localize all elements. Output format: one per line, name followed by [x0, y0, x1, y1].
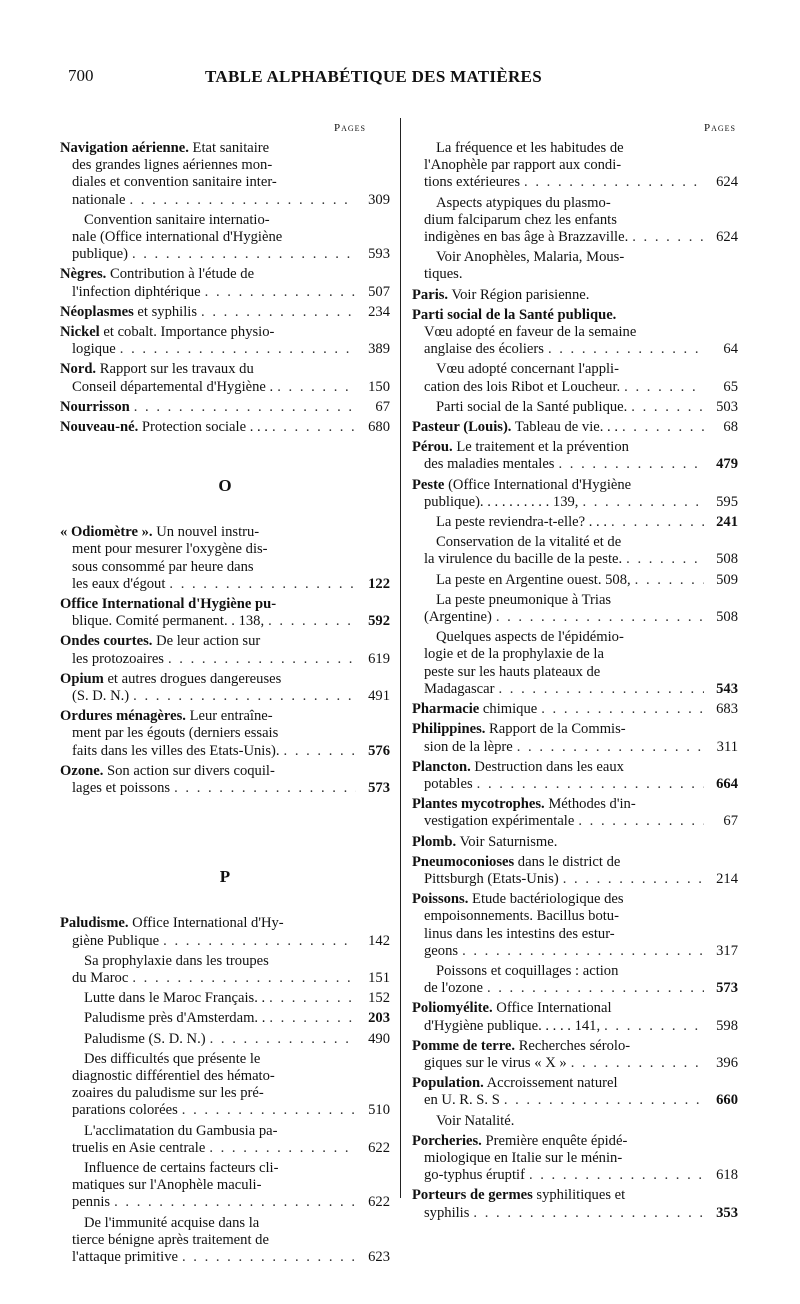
- index-entry: [412, 963, 738, 997]
- index-text: Conseil départemental d'Hygiène .: [72, 378, 274, 395]
- index-text: la virulence du bacille de la peste.: [424, 551, 623, 568]
- page-reference: 618: [716, 1167, 738, 1184]
- page-reference: 203: [368, 1010, 390, 1027]
- page-reference: 491: [368, 688, 390, 705]
- index-text: Vœu adopté en faveur de la semaine: [424, 324, 637, 341]
- page-reference: 309: [368, 191, 390, 208]
- leader-dots: [272, 419, 356, 436]
- index-text: Sa prophylaxie dans les troupes: [84, 952, 269, 969]
- index-entry: [412, 399, 738, 416]
- leader-dots: [559, 456, 705, 473]
- index-text: Aspects atypiques du plasmo-: [436, 194, 611, 211]
- index-text: d'Hygiène publique. . . . . 141,: [424, 1017, 601, 1034]
- leader-dots: [541, 701, 704, 718]
- leader-dots: [626, 551, 704, 568]
- page-reference: 151: [368, 969, 390, 986]
- index-text: (S. D. N.): [72, 688, 130, 705]
- index-entry: [412, 721, 738, 755]
- pages-heading-right: Pages: [703, 122, 736, 134]
- index-text: Quelques aspects de l'épidémio-: [436, 629, 624, 646]
- index-text: anglaise des écoliers: [424, 341, 544, 358]
- index-entry: [60, 1010, 390, 1027]
- leader-dots: [524, 174, 704, 191]
- index-text: Etude bactériologique des: [468, 891, 624, 908]
- section-letter-o: O: [218, 476, 232, 496]
- index-entry: [60, 266, 390, 300]
- index-entry: [60, 419, 390, 436]
- leader-dots: [134, 399, 356, 416]
- index-text: Protection sociale . . .: [138, 419, 268, 436]
- leader-dots: [169, 576, 356, 593]
- index-text: Recherches sérolo-: [515, 1037, 631, 1054]
- page-reference: 660: [716, 1092, 738, 1109]
- index-text: giques sur le virus « X »: [424, 1054, 567, 1071]
- index-text: des grandes lignes aériennes mon-: [72, 157, 273, 174]
- index-block-p: [60, 915, 390, 1266]
- index-text: Paludisme (S. D. N.): [84, 1030, 206, 1047]
- leader-dots: [499, 681, 705, 698]
- index-block-n: [60, 140, 390, 436]
- index-term: Pasteur (Louis).: [412, 419, 512, 436]
- index-entry: [60, 399, 390, 416]
- index-entry: [412, 1075, 738, 1109]
- index-text: Voir Région parisienne.: [448, 286, 590, 303]
- index-term: Paris.: [412, 286, 449, 303]
- index-text: Première enquête épidé-: [481, 1132, 628, 1149]
- index-text: truelis en Asie centrale: [72, 1139, 206, 1156]
- index-entry: [60, 915, 390, 949]
- index-entry: [412, 477, 738, 511]
- index-entry: [412, 629, 738, 698]
- index-entry: [60, 596, 390, 630]
- index-entry: [60, 953, 390, 987]
- index-text: De l'immunité acquise dans la: [84, 1214, 260, 1231]
- index-text: Madagascar: [424, 680, 495, 697]
- page-reference: 503: [716, 398, 738, 415]
- index-text: miologique en Italie sur le ménin-: [424, 1149, 623, 1166]
- page-reference: 396: [716, 1054, 738, 1071]
- index-text: go-typhus éruptif: [424, 1167, 525, 1184]
- index-term: Philippines.: [412, 721, 486, 738]
- leader-dots: [201, 304, 356, 321]
- page-reference: 573: [716, 980, 738, 997]
- page-reference: 623: [368, 1248, 390, 1265]
- index-term: Pneumoconioses: [412, 853, 515, 870]
- page-reference: 317: [716, 942, 738, 959]
- index-block-p-continued: [412, 140, 738, 1222]
- index-entry: [412, 572, 738, 589]
- index-text: Parti social de la Santé publique.: [436, 398, 628, 415]
- index-text: Son action sur divers coquil-: [103, 762, 275, 779]
- index-text: l'Anophèle par rapport aux condi-: [424, 157, 622, 174]
- index-text: Destruction dans les eaux: [470, 758, 624, 775]
- index-text: et syphilis: [133, 303, 198, 320]
- index-term: Nouveau-né.: [60, 419, 139, 436]
- page-reference: 214: [716, 870, 738, 887]
- index-text: pennis: [72, 1194, 111, 1211]
- index-text: vestigation expérimentale: [424, 813, 575, 830]
- leader-dots: [582, 494, 704, 511]
- index-entry: [412, 1038, 738, 1072]
- index-entry: [60, 1160, 390, 1212]
- index-text: parations colorées: [72, 1102, 178, 1119]
- leader-dots: [473, 1205, 704, 1222]
- index-entry: [412, 891, 738, 960]
- leader-dots: [163, 933, 356, 950]
- leader-dots: [182, 1102, 356, 1119]
- leader-dots: [182, 1249, 356, 1266]
- leader-dots: [477, 776, 704, 793]
- leader-dots: [487, 980, 704, 997]
- index-entry: [60, 524, 390, 593]
- index-text: La fréquence et les habitudes de: [436, 140, 624, 156]
- index-text: La peste reviendra-t-elle? . . .: [436, 514, 607, 531]
- section-letter-p: P: [219, 867, 231, 887]
- page-reference: 122: [368, 575, 390, 592]
- index-text: chimique: [479, 701, 538, 718]
- page-reference: 622: [368, 1139, 390, 1156]
- page-reference: 624: [716, 229, 738, 246]
- index-entry: [412, 361, 738, 395]
- index-text: tions extérieures: [424, 174, 521, 191]
- index-text: Convention sanitaire internatio-: [84, 211, 270, 228]
- page-reference: 234: [368, 303, 390, 320]
- index-entry: [412, 1000, 738, 1034]
- index-text: nale (Office international d'Hygiène: [72, 229, 283, 246]
- index-term: Plomb.: [412, 833, 457, 850]
- index-entry: [60, 1051, 390, 1120]
- leader-dots: [277, 379, 356, 396]
- index-text: Voir Natalité.: [436, 1112, 515, 1129]
- index-text: nationale: [72, 191, 126, 208]
- index-text: de l'ozone: [424, 980, 483, 997]
- leader-dots: [604, 1018, 704, 1035]
- index-term: Nickel: [60, 324, 100, 341]
- leader-dots: [632, 229, 704, 246]
- leader-dots: [132, 970, 356, 987]
- index-block-o: [60, 524, 390, 797]
- index-text: faits dans les villes des Etats-Unis).: [72, 742, 280, 759]
- page-reference: 508: [716, 551, 738, 568]
- index-text: Paludisme près d'Amsterdam. .: [84, 1010, 266, 1027]
- page-reference: 64: [723, 341, 738, 358]
- leader-dots: [496, 609, 704, 626]
- page-reference: 598: [716, 1017, 738, 1034]
- left-column: [60, 118, 390, 1269]
- leader-dots: [168, 651, 356, 668]
- index-entry: [60, 708, 390, 760]
- index-text: geons: [424, 942, 459, 959]
- leader-dots: [622, 419, 704, 436]
- index-text: Contribution à l'étude de: [106, 266, 255, 283]
- index-text: tierce bénigne après traitement de: [72, 1231, 269, 1248]
- index-text: et cobalt. Importance physio-: [99, 324, 275, 341]
- page-reference: 389: [368, 341, 390, 358]
- page-number: 700: [68, 66, 94, 85]
- index-term: Pharmacie: [412, 701, 480, 718]
- index-text: ment par les égouts (derniers essais: [72, 725, 279, 742]
- index-term: Paludisme.: [60, 915, 129, 932]
- index-text: Etat sanitaire: [188, 140, 270, 156]
- leader-dots: [268, 613, 356, 630]
- index-text: indigènes en bas âge à Brazzaville.: [424, 229, 629, 246]
- index-entry: [60, 671, 390, 705]
- index-text: les protozoaires: [72, 650, 164, 667]
- page-reference: 664: [716, 775, 738, 792]
- page-reference: 622: [368, 1194, 390, 1211]
- index-term: Pérou.: [412, 439, 453, 456]
- leader-dots: [504, 1092, 704, 1109]
- index-text: en U. R. S. S: [424, 1092, 500, 1109]
- index-entry: [412, 592, 738, 626]
- index-text: diales et convention sanitaire inter-: [72, 174, 277, 191]
- index-entry: [60, 212, 390, 264]
- index-text: tiques.: [424, 266, 463, 283]
- index-term: « Odiomètre ».: [60, 524, 153, 541]
- leader-dots: [517, 739, 704, 756]
- page-reference: 683: [716, 701, 738, 718]
- index-text: Vœu adopté concernant l'appli-: [436, 361, 619, 378]
- leader-dots: [462, 943, 704, 960]
- index-entry: [60, 324, 390, 358]
- index-entry: [412, 759, 738, 793]
- leader-dots: [635, 572, 704, 589]
- page-reference: 68: [723, 419, 738, 436]
- page-reference: 241: [716, 514, 738, 531]
- page-reference: 311: [716, 738, 738, 755]
- index-text: Lutte dans le Maroc Français. .: [84, 990, 266, 1007]
- index-entry: [412, 514, 738, 531]
- index-text: les eaux d'égout: [72, 575, 166, 592]
- leader-dots: [130, 192, 357, 209]
- page-title: TABLE ALPHABÉTIQUE DES MATIÈRES: [205, 67, 542, 86]
- index-term: Ozone.: [60, 762, 104, 779]
- index-text: linus dans les intestins des estur-: [424, 925, 615, 942]
- leader-dots: [269, 990, 356, 1007]
- leader-dots: [548, 341, 704, 358]
- page-reference: 150: [368, 378, 390, 395]
- index-text: Office International d'Hy-: [128, 915, 284, 932]
- index-entry: [412, 307, 738, 359]
- index-entry: [60, 633, 390, 667]
- index-text: (Office International d'Hygiène: [444, 476, 632, 493]
- page-reference: 67: [723, 813, 738, 830]
- page-reference: 490: [368, 1030, 390, 1047]
- index-text: (Argentine): [424, 609, 492, 626]
- page-reference: 592: [368, 613, 390, 630]
- index-text: Leur entraîne-: [185, 708, 273, 725]
- index-text: blique. Comité permanent. . 138,: [72, 613, 265, 630]
- index-text: logie et de la prophylaxie de la: [424, 646, 604, 663]
- index-entry: [412, 249, 738, 283]
- leader-dots: [205, 284, 356, 301]
- index-text: l'infection diphtérique: [72, 283, 201, 300]
- leader-dots: [209, 1140, 356, 1157]
- leader-dots: [631, 399, 704, 416]
- index-text: zoaires du paludisme sur les pré-: [72, 1085, 264, 1102]
- index-text: potables: [424, 775, 473, 792]
- index-entry: [412, 854, 738, 888]
- index-text: Pittsburgh (Etats-Unis): [424, 870, 559, 887]
- index-entry: [412, 195, 738, 247]
- page-reference: 619: [368, 650, 390, 667]
- index-text: sous consommé par heure dans: [72, 558, 254, 575]
- index-entry: [60, 361, 390, 395]
- index-entry: [60, 140, 390, 209]
- index-text: Rapport sur les travaux du: [96, 361, 254, 378]
- page-reference: 65: [723, 378, 738, 395]
- index-entry: [60, 304, 390, 321]
- index-text: Tableau de vie. . .: [511, 419, 618, 436]
- index-text: giène Publique: [72, 932, 160, 949]
- index-term: Poliomyélite.: [412, 1000, 493, 1017]
- leader-dots: [114, 1194, 356, 1211]
- index-text: ment pour mesurer l'oxygène dis-: [72, 541, 268, 558]
- page-reference: 353: [716, 1204, 738, 1221]
- index-text: peste sur les hauts plateaux de: [424, 663, 601, 680]
- leader-dots: [210, 1031, 356, 1048]
- index-text: l'attaque primitive: [72, 1248, 178, 1265]
- index-text: matiques sur l'Anophèle maculi-: [72, 1177, 262, 1194]
- leader-dots: [624, 379, 704, 396]
- index-entry: [60, 1123, 390, 1157]
- index-text: publique): [72, 246, 128, 263]
- page-reference: 142: [368, 932, 390, 949]
- leader-dots: [578, 813, 704, 830]
- index-term: Plantes mycotrophes.: [412, 796, 545, 813]
- index-term: Navigation aérienne.: [60, 140, 189, 156]
- index-text: La peste en Argentine ouest. 508,: [436, 571, 631, 588]
- index-text: logique: [72, 341, 116, 358]
- leader-dots: [611, 514, 704, 531]
- page-reference: 508: [716, 609, 738, 626]
- index-term: Nourrisson: [60, 398, 130, 415]
- column-divider: [400, 118, 401, 1198]
- index-entry: [60, 990, 390, 1007]
- index-text: sion de la lèpre: [424, 738, 513, 755]
- index-term: Opium: [60, 670, 104, 687]
- index-entry: [60, 1031, 390, 1048]
- index-entry: [412, 834, 738, 851]
- index-text: syphilis: [424, 1204, 470, 1221]
- page-reference: 507: [368, 283, 390, 300]
- index-text: L'acclimatation du Gambusia pa-: [84, 1122, 278, 1139]
- page-reference: 593: [368, 246, 390, 263]
- index-text: Le traitement et la prévention: [452, 439, 629, 456]
- index-text: et autres drogues dangereuses: [103, 670, 282, 687]
- page-reference: 680: [368, 419, 390, 436]
- index-text: syphilitiques et: [532, 1187, 626, 1204]
- index-term: Nègres.: [60, 266, 107, 283]
- index-text: dans le district de: [514, 853, 621, 870]
- index-entry: [412, 796, 738, 830]
- index-text: Office International: [492, 1000, 612, 1017]
- page-reference: 624: [716, 174, 738, 191]
- index-term: Pomme de terre.: [412, 1037, 516, 1054]
- index-term: Population.: [412, 1075, 484, 1092]
- leader-dots: [174, 780, 356, 797]
- leader-dots: [284, 743, 356, 760]
- index-text: diagnostic différentiel des hémato-: [72, 1067, 275, 1084]
- leader-dots: [132, 246, 356, 263]
- index-text: La peste pneumonique à Trias: [436, 591, 612, 608]
- index-term: Ordures ménagères.: [60, 708, 186, 725]
- index-text: Un nouvel instru-: [152, 524, 260, 541]
- index-text: du Maroc: [72, 969, 129, 986]
- index-term: Néoplasmes: [60, 303, 134, 320]
- index-text: Voir Anophèles, Malaria, Mous-: [436, 249, 625, 266]
- index-entry: [412, 287, 738, 304]
- index-text: Poissons et coquillages : action: [436, 962, 619, 979]
- page-reference: 543: [716, 680, 738, 697]
- page-reference: 595: [716, 493, 738, 510]
- index-term: Poissons.: [412, 891, 469, 908]
- index-text: Influence de certains facteurs cli-: [84, 1159, 279, 1176]
- index-entry: [412, 140, 738, 192]
- leader-dots: [529, 1167, 704, 1184]
- pages-heading-left: Pages: [333, 122, 366, 134]
- index-entry: [412, 1133, 738, 1185]
- index-entry: [60, 763, 390, 797]
- index-text: Rapport de la Commis-: [485, 721, 626, 738]
- page-reference: 576: [368, 742, 390, 759]
- index-term: Porcheries.: [412, 1132, 482, 1149]
- index-text: publique). . . . . . . . . . 139,: [424, 493, 579, 510]
- page-reference: 479: [716, 456, 738, 473]
- index-term: Nord.: [60, 361, 97, 378]
- leader-dots: [571, 1055, 704, 1072]
- index-text: Voir Saturnisme.: [456, 833, 558, 850]
- index-term: Ondes courtes.: [60, 633, 153, 650]
- leader-dots: [133, 688, 356, 705]
- page-reference: 573: [368, 780, 390, 797]
- index-term: Porteurs de germes: [412, 1187, 533, 1204]
- index-entry: [412, 701, 738, 718]
- index-term: Office International d'Hygiène pu-: [60, 596, 277, 613]
- page-reference: 510: [368, 1102, 390, 1119]
- index-text: cation des lois Ribot et Loucheur.: [424, 378, 621, 395]
- index-text: Méthodes d'in-: [544, 796, 636, 813]
- index-text: Des difficultés que présente le: [84, 1050, 261, 1067]
- right-column: [412, 118, 738, 1225]
- index-entry: [412, 1113, 738, 1130]
- index-text: des maladies mentales: [424, 456, 555, 473]
- index-text: dium falciparum chez les enfants: [424, 211, 617, 228]
- index-term: Parti social de la Santé publique.: [412, 306, 617, 323]
- page-reference: 509: [716, 571, 738, 588]
- index-entry: [412, 419, 738, 436]
- index-term: Peste: [412, 476, 445, 493]
- index-text: Accroissement naturel: [483, 1075, 618, 1092]
- leader-dots: [120, 341, 356, 358]
- index-entry: [412, 1187, 738, 1221]
- index-entry: [412, 439, 738, 473]
- index-text: empoisonnements. Bacillus botu-: [424, 908, 619, 925]
- leader-dots: [563, 871, 704, 888]
- index-text: De leur action sur: [152, 633, 261, 650]
- page-reference: 152: [368, 990, 390, 1007]
- page-reference: 67: [375, 398, 390, 415]
- index-entry: [60, 1215, 390, 1267]
- index-text: lages et poissons: [72, 780, 171, 797]
- leader-dots: [269, 1010, 356, 1027]
- index-entry: [412, 534, 738, 568]
- index-text: Conservation de la vitalité et de: [436, 534, 622, 551]
- index-term: Plancton.: [412, 758, 471, 775]
